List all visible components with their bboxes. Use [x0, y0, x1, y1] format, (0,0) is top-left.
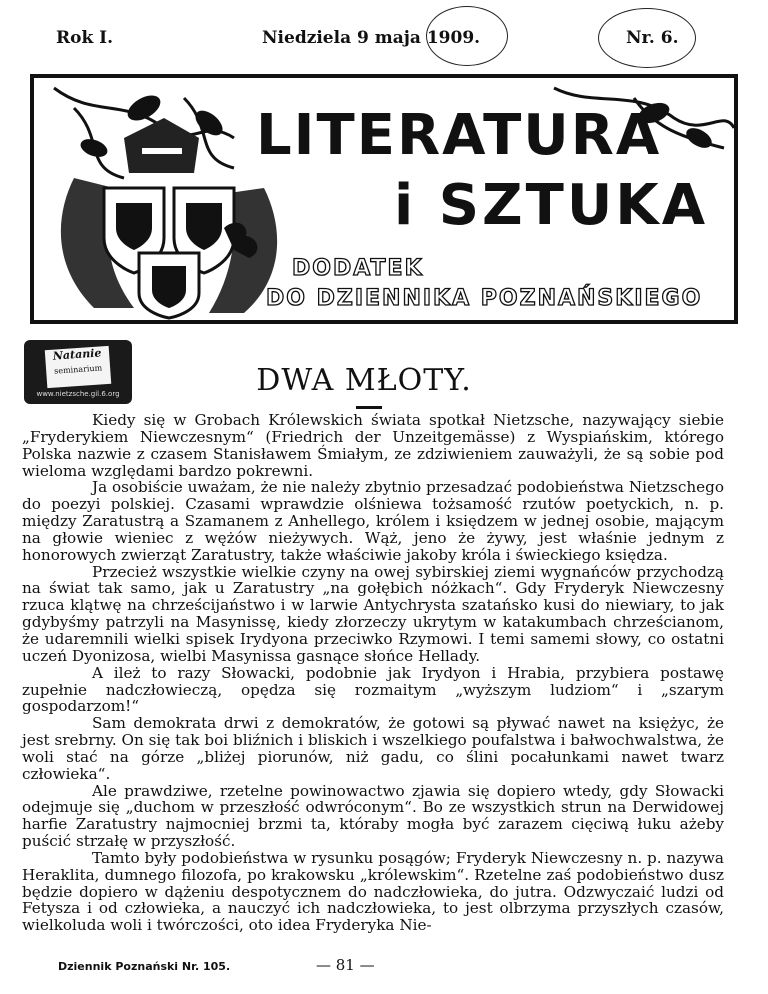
title-divider — [356, 406, 382, 409]
watermark-sub: seminarium — [53, 363, 103, 376]
paragraph: Tamto były podobieństwa w rysunku posągów; Fryderyk Niewczesny n. p. nazywa Heraklita, dumnego filozofa, po krakowsku „królewskim“. Rzetelne zaś podobieństwo dusz będzie dopiero w dążeniu despotycznem do nadczłowieka, do jutra. Odzwyczaić ludzi od Fetysza i od człowieka, a nauczyć ich nadczłowieka, to jest olbrzyma przyszłych czasów, wielkoluda woli i twórczości, oto idea Fryderyka Nie- — [22, 848, 724, 935]
footer-source: Dziennik Poznański Nr. 105. — [58, 960, 231, 973]
paragraph: Ja osobiście uważam, że nie należy zbytnio przesadzać podobieństwa Nietzschego do poezyi polskiej. Czasami wprawdzie olśniewa tożsamość rzutów poetyckich, n. p. między Zaratustrą a Szamanem z Anhellego, królem i księdzem w jednej osobie, mającym na głowie wieniec z wężów nieżywych. Wąż, jeno że żywy, jest właśnie jednym z honorowych zwierząt Zaratustry, także właściwie jakoby króla i świeckiego księdza. — [22, 478, 724, 564]
paragraph: A ileż to razy Słowacki, podobnie jak Irydyon i Hrabia, przybiera postawę zupełnie nadczłowieczą, opędza się rozmaitym „wyższym ludziom“ i „szarym gospodarzom!“ — [22, 663, 724, 716]
masthead-title-line2: i SZTUKA — [394, 173, 709, 238]
volume-label: Rok I. — [56, 28, 114, 48]
article-title: DWA MŁOTY. — [256, 363, 472, 398]
paragraph: Sam demokrata drwi z demokratów, że gotowi są pływać nawet na księżyc, że jest srebrny. On się tak boi bliźnich i bliskich i wszelkiego poufalstwa i bałwochwalstwa, że woli stać na górze „bliżej piorunów, niż gadu, co ślini pocałunkami nawet twarz człowieka“. — [22, 714, 724, 783]
issue-number: Nr. 6. — [626, 28, 679, 48]
paragraph: Przecież wszystkie wielkie czyny na owej sybirskiej ziemi wygnańców przychodzą na świat tak samo, jak u Zaratustry „na gołębich nóżkach“. Gdy Fryderyk Niewczesny rzuca klątwę na chrześcijaństwo i w larwie Antychrysta szatańsko kusi do niewiary, to jak gdybyśmy patrzyli na Masynissę, kiedy złorzeczy ukrytym w katakumbach chrześcianom, że udaremnili wielki spisek Irydyona przeciwko Rzymowi. I temi samemi słowy, co ostatni uczeń Dyonizosa, wielbi Masynissa gasnące słońce Hellady. — [22, 562, 724, 665]
masthead-subtitle-line2: DO DZIENNIKA POZNAŃSKIEGO — [266, 286, 703, 311]
article-body — [22, 412, 724, 934]
masthead — [30, 74, 738, 324]
issue-date: Niedziela 9 maja 1909. — [262, 28, 481, 48]
page-number: — 81 — — [316, 956, 375, 974]
paragraph: Ale prawdziwe, rzetelne powinowactwo zjawia się dopiero wtedy, gdy Słowacki odejmuje się „duchom w przeszłość odwróconym“. Bo ze wszystkich strun na Derwidowej harfie Zaratustry najmocniej brzmi ta, któraby mogła być zarazem cięciwą łuku ażeby puścić strzałę w przyszłość. — [22, 781, 724, 851]
issue-header — [0, 0, 768, 72]
masthead-subtitle-line1: DODATEK — [292, 256, 424, 281]
watermark-url: www.nietzsche.gil.6.org — [36, 390, 120, 398]
masthead-title-line1: LITERATURA — [256, 103, 662, 168]
number-circle-mark — [598, 8, 696, 68]
paragraph: Kiedy się w Grobach Królewskich świata spotkał Nietzsche, nazywający siebie „Fryderykiem Niewczesnym“ (Friedrich der Unzeitgemässe) z Wyspiańskim, którego Polska nazwie z czasem Stanisławem Śmiałym, ze zdziwieniem zauważyli, że są sobie pod wieloma względami bardzo pokrewni. — [22, 411, 724, 480]
date-circle-mark — [426, 6, 508, 66]
watermark-name: Natanie — [52, 346, 102, 363]
